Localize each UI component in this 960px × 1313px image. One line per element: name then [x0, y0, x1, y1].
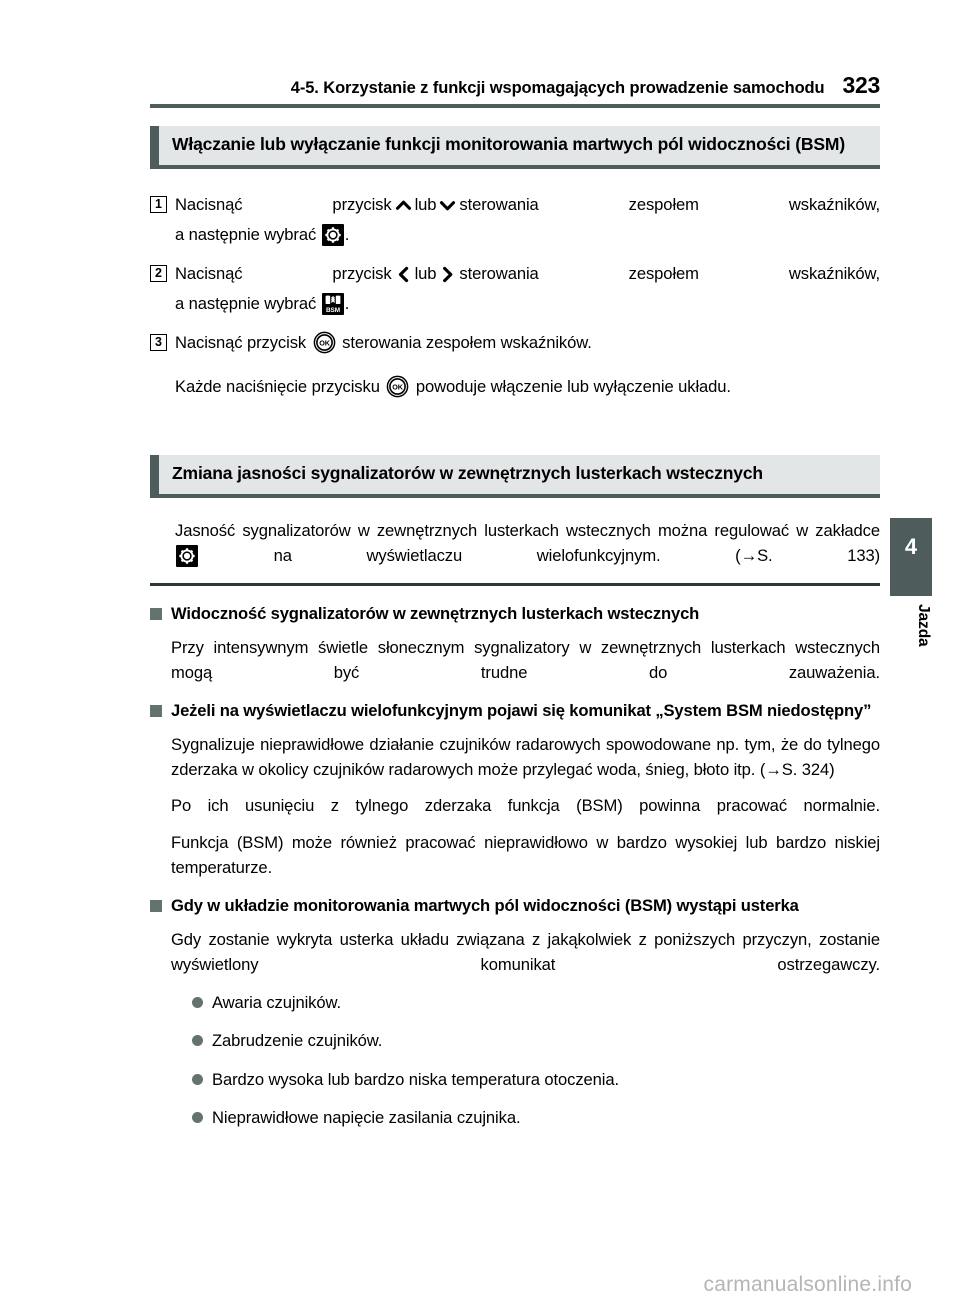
step-3-note [150, 372, 880, 402]
step-item [150, 190, 880, 249]
ok-button-icon [386, 375, 409, 398]
step-line-1 [175, 328, 880, 358]
note-heading-text: Widoczność sygnalizatorów w zewnętrznych lusterkach wstecznych [171, 604, 700, 623]
list-item-label: Bardzo wysoka lub bardzo niska temperatura otoczenia. [212, 1069, 620, 1089]
page-number: 323 [842, 72, 880, 98]
list-item-label: Nieprawidłowe napięcie zasilania czujnika. [212, 1107, 521, 1127]
note-heading [150, 699, 880, 723]
list-item [192, 1029, 880, 1052]
step-line-1 [175, 259, 880, 289]
note-body [150, 732, 880, 880]
header-divider [150, 104, 880, 108]
round-bullet-icon [192, 997, 203, 1008]
gear-settings-icon [176, 545, 198, 567]
step-text-period: . [344, 224, 350, 244]
step-text-before: Nacisnąć przycisk [175, 333, 307, 353]
step-text-select: a następnie wybrać [175, 224, 317, 244]
square-bullet-icon [150, 705, 162, 717]
list-item [192, 1106, 880, 1129]
round-bullet-icon [192, 1035, 203, 1046]
note-text-before: Każde naciśnięcie przycisku [175, 377, 380, 396]
note-paragraph: Po ich usunięciu z tylnego zderzaka funkcja (BSM) powinna pracować normalnie. [171, 796, 880, 816]
note-heading [150, 602, 880, 626]
fault-cause-list [150, 991, 880, 1129]
section-divider [150, 583, 880, 586]
svg-text:OK: OK [318, 338, 330, 348]
step-line-2 [175, 289, 880, 319]
section-body-mirror-brightness [150, 518, 880, 568]
step-line-1 [175, 190, 880, 220]
step-text-after: sterowania zespołem wskaźników. [342, 333, 592, 353]
chevron-right-icon [438, 265, 457, 284]
note-body [150, 927, 880, 977]
step-number: 1 [150, 196, 167, 213]
note-paragraph: Sygnalizuje nieprawidłowe działanie czujników radarowych spowodowane np. tym, że do tylnego zderzaka w okolicy czujników radarowych może przylegać woda, śnieg, błoto itp. (→S. 324) [171, 734, 880, 780]
step-content [175, 259, 880, 318]
step-text-after: sterowania zespołem wskaźników, [459, 195, 880, 214]
section-heading-mirror-brightness [150, 455, 880, 498]
gear-settings-icon [322, 224, 344, 246]
section-title-text: Włączanie lub wyłączanie funkcji monitorowania martwych pól widoczności (BSM) [172, 134, 846, 154]
section-title-text: Zmiana jasności sygnalizatorów w zewnętrznych lusterkach wstecznych [172, 463, 763, 483]
note-paragraph: Gdy zostanie wykryta usterka układu związana z jakąkolwiek z poniższych przyczyn, zostanie wyświetlony komunikat ostrzegawczy. [171, 929, 880, 974]
note-heading-text: Jeżeli na wyświetlaczu wielofunkcyjnym pojawi się komunikat „System BSM niedostępny” [171, 701, 872, 721]
list-item-label: Zabrudzenie czujników. [212, 1031, 383, 1051]
page-header [150, 72, 880, 99]
chapter-tab-number: 4 [904, 534, 918, 559]
step-text-period: . [344, 293, 350, 313]
body-paragraph [175, 518, 880, 568]
step-text-middle: lub [414, 195, 437, 214]
note-body [150, 635, 880, 685]
ok-button-icon [313, 331, 336, 354]
step-number: 2 [150, 265, 167, 282]
section-accent-bar [150, 126, 159, 165]
chapter-tab [890, 518, 932, 596]
round-bullet-icon [192, 1074, 203, 1085]
step-text-select: a następnie wybrać [175, 293, 317, 313]
note-heading [150, 894, 880, 918]
step-content [175, 328, 880, 358]
list-item-label: Awaria czujników. [212, 993, 341, 1013]
note-text-after: powoduje włączenie lub wyłączenie układu. [415, 377, 731, 396]
step-item [150, 259, 880, 318]
list-item [192, 991, 880, 1014]
step-list [150, 190, 880, 360]
note-paragraph: Funkcja (BSM) może również pracować nieprawidłowo w bardzo wysokiej lub bardzo niskiej temperaturze. [171, 832, 880, 877]
square-bullet-icon [150, 900, 162, 912]
square-bullet-icon [150, 608, 162, 620]
step-number: 3 [150, 334, 167, 351]
step-item [150, 328, 880, 358]
chevron-down-icon [438, 196, 457, 215]
step-text-before: Nacisnąć przycisk [175, 195, 392, 214]
step-content [175, 190, 880, 249]
notes-section [150, 602, 880, 1129]
svg-text:OK: OK [392, 382, 404, 392]
note-paragraph: Przy intensywnym świetle słonecznym sygnalizatory w zewnętrznych lusterkach wstecznych mogą być trudne do zauważenia. [171, 637, 880, 682]
chevron-left-icon [394, 265, 413, 284]
section-accent-bar [150, 455, 159, 494]
chevron-up-icon [394, 196, 413, 215]
list-item [192, 1068, 880, 1091]
step-text-before: Nacisnąć przycisk [175, 264, 392, 284]
footer-watermark: carmanualsonline.info [703, 1273, 912, 1296]
body-text-before: Jasność sygnalizatorów w zewnętrznych lusterkach wstecznych można regulować w zakładce [175, 521, 880, 540]
bsm-icon [322, 293, 344, 315]
chapter-tab-label: Jazda [915, 604, 932, 647]
round-bullet-icon [192, 1112, 203, 1123]
note-heading-text: Gdy w układzie monitorowania martwych pól widoczności (BSM) wystąpi usterka [171, 895, 799, 915]
header-title: 4-5. Korzystanie z funkcji wspomagających prowadzenie samochodu [290, 79, 825, 97]
step-text-after: sterowania zespołem wskaźników, [459, 264, 880, 284]
section-heading-bsm-toggle [150, 126, 880, 169]
body-text-after: na wyświetlaczu wielofunkcyjnym. (→S. 133) [273, 546, 880, 566]
step-line-2 [175, 220, 880, 250]
svg-text:BSM: BSM [325, 306, 340, 314]
step-text-middle: lub [414, 264, 437, 284]
